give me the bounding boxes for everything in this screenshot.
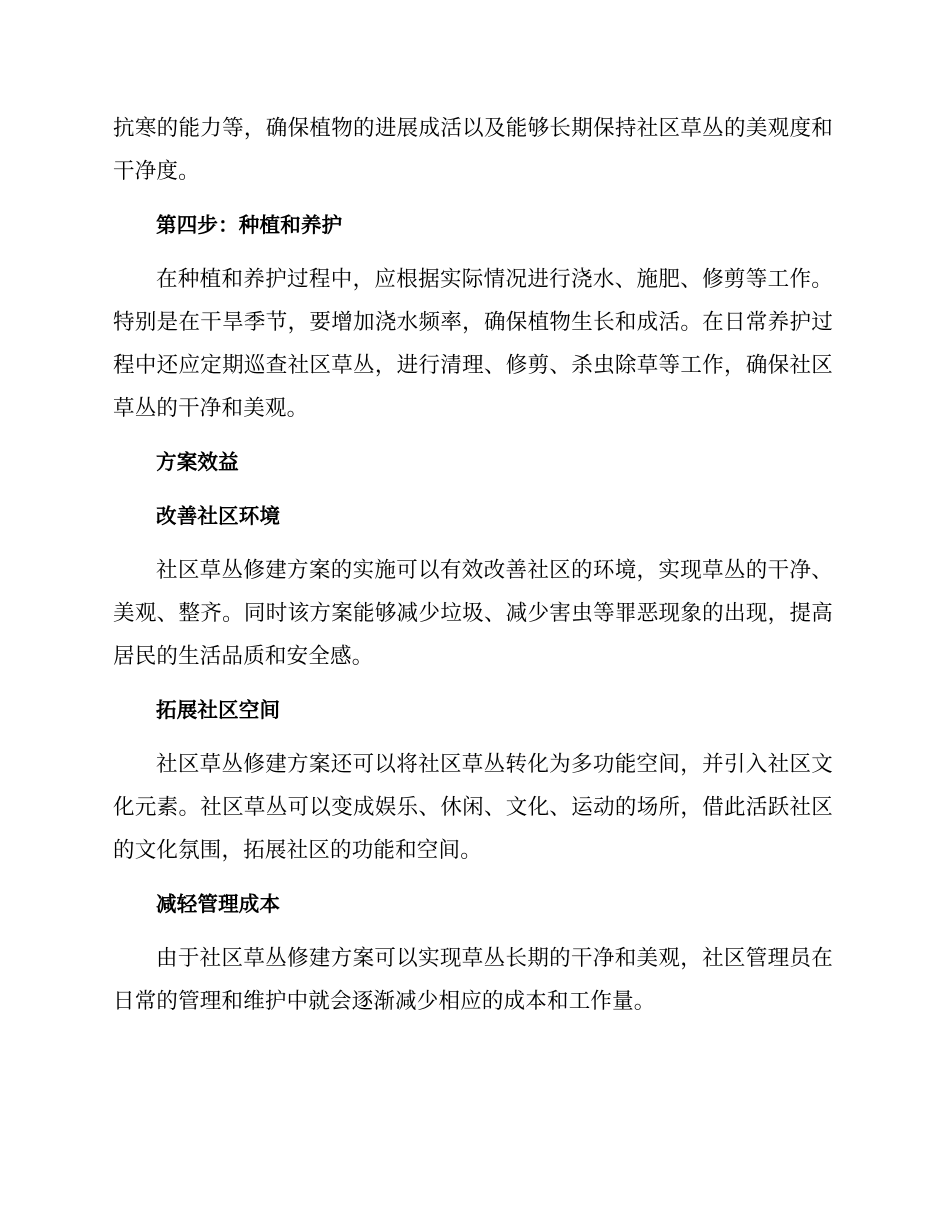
document-body — [113, 107, 833, 1023]
benefit2-heading: 拓展社区空间 — [156, 698, 281, 722]
step4-paragraph: 在种植和养护过程中，应根据实际情况进行浇水、施肥、修剪等工作。特别是在干旱季节，要增加浇水频率，确保植物生长和成活。在日常养护过程中还应定期巡查社区草丛，进行清理、修剪、杀虫除草等工作，确保社区草丛的干净和美观。 — [113, 267, 833, 421]
benefit3-paragraph: 由于社区草丛修建方案可以实现草丛长期的干净和美观，社区管理员在日常的管理和维护中就会逐渐减少相应的成本和工作量。 — [113, 946, 833, 1014]
benefit1-heading: 改善社区环境 — [156, 504, 281, 528]
continuation-paragraph: 抗寒的能力等，确保植物的进展成活以及能够长期保持社区草丛的美观度和干净度。 — [113, 116, 833, 184]
benefit2-paragraph: 社区草丛修建方案还可以将社区草丛转化为多功能空间，并引入社区文化元素。社区草丛可以变成娱乐、休闲、文化、运动的场所，借此活跃社区的文化氛围，拓展社区的功能和空间。 — [113, 752, 833, 863]
benefits-heading: 方案效益 — [156, 450, 239, 474]
benefit3-heading: 减轻管理成本 — [156, 892, 281, 916]
benefit1-paragraph: 社区草丛修建方案的实施可以有效改善社区的环境，实现草丛的干净、美观、整齐。同时该方案能够减少垃圾、减少害虫等罪恶现象的出现，提高居民的生活品质和安全感。 — [113, 558, 833, 669]
step4-heading: 第四步：种植和养护 — [156, 213, 343, 237]
